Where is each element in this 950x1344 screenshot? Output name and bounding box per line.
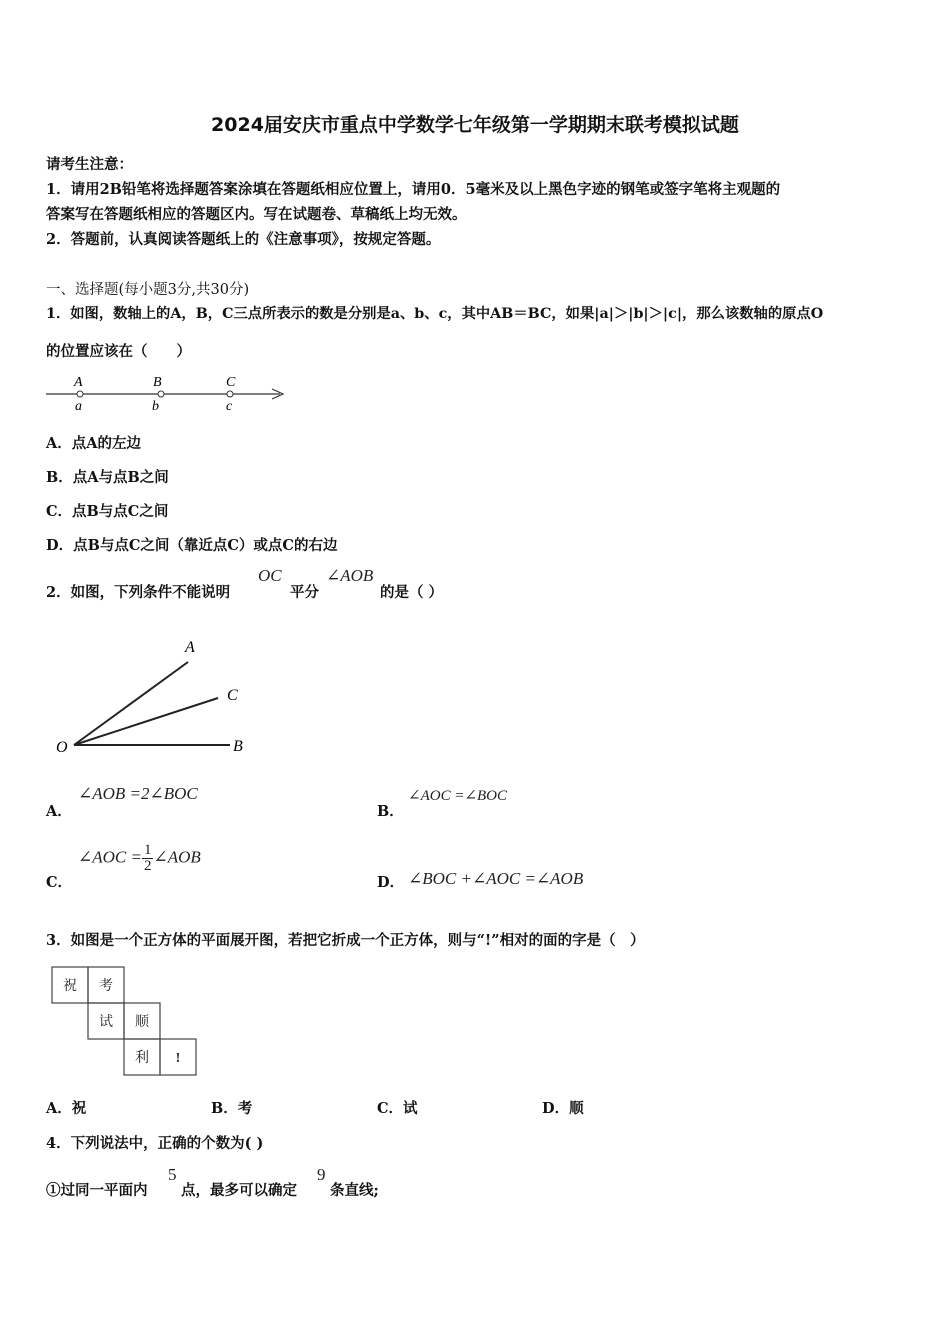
q1-stem-line2: 的位置应该在（ ） <box>46 343 191 360</box>
notice-line-1: 1．请用2B铅笔将选择题答案涂填在答题纸相应位置上，请用0．5毫米及以上黑色字迹的钢笔或签字笔将主观题的 <box>46 181 781 198</box>
q2-option-a-label[interactable]: A． <box>46 803 72 820</box>
number-line-figure <box>44 370 294 418</box>
q4-number-9: 9 <box>317 1165 326 1184</box>
q2-stem-suffix: 的是（ ） <box>380 584 444 601</box>
q2-option-c-label[interactable]: C． <box>46 874 73 891</box>
q4-number-5: 5 <box>168 1165 177 1184</box>
net-char-li: 利 <box>135 1051 149 1066</box>
q1-option-b[interactable]: B．点A与点B之间 <box>46 469 169 486</box>
label-c: c <box>226 399 233 414</box>
q1-stem-line1: 1．如图，数轴上的A，B，C三点所表示的数是分别是a、b、c，其中AB＝BC，如果|a|＞|b|＞|c|，那么该数轴的原点O <box>46 306 824 322</box>
q3-option-c[interactable]: C．试 <box>377 1100 418 1117</box>
q2-option-c-right: ∠AOB <box>153 847 201 867</box>
q1-option-d[interactable]: D．点B与点C之间（靠近点C）或点C的右边 <box>46 537 338 554</box>
q2-option-c-left: ∠AOC = <box>78 847 142 867</box>
label-A: A <box>74 375 83 390</box>
fraction-numerator: 1 <box>143 842 152 858</box>
notice-line-2: 答案写在答题纸相应的答题区内。写在试题卷、草稿纸上均无效。 <box>46 206 467 223</box>
label-B: B <box>153 375 162 390</box>
q2-angle-aob: ∠AOB <box>326 566 374 585</box>
q2-option-a-expr: ∠AOB =2∠BOC <box>78 784 198 803</box>
point-c-marker <box>227 391 233 397</box>
q4-stem: 4．下列说法中，正确的个数为( ) <box>46 1135 264 1152</box>
net-char-shun: 顺 <box>135 1015 149 1030</box>
label-C: C <box>227 687 238 704</box>
q3-stem: 3．如图是一个正方体的平面展开图，若把它折成一个正方体，则与“!”相对的面的字是（ ） <box>46 932 645 949</box>
q4-item1-part-c: 条直线; <box>330 1182 379 1199</box>
fraction <box>142 843 154 874</box>
q2-option-d-expr: ∠BOC +∠AOC =∠AOB <box>408 869 584 888</box>
q3-option-d[interactable]: D．顺 <box>542 1100 584 1117</box>
q2-stem-mid: 平分 <box>290 584 319 601</box>
q2-option-d-label[interactable]: D． <box>377 874 405 891</box>
q4-item1-part-b: 点，最多可以确定 <box>181 1182 297 1199</box>
page-title: 2024届安庆市重点中学数学七年级第一学期期末联考模拟试题 <box>211 114 739 136</box>
q4-item1-part-a: ①过同一平面内 <box>46 1182 148 1199</box>
notice-heading: 请考生注意： <box>46 156 133 173</box>
label-O: O <box>56 739 68 756</box>
label-a: a <box>75 399 82 414</box>
notice-line-3: 2．答题前，认真阅读答题纸上的《注意事项》，按规定答题。 <box>46 231 441 248</box>
q2-option-b-expr: ∠AOC =∠BOC <box>408 788 508 804</box>
q2-option-b-label[interactable]: B． <box>377 803 404 820</box>
ray-oa <box>74 662 188 745</box>
q1-option-c[interactable]: C．点B与点C之间 <box>46 503 169 520</box>
net-char-zhu: 祝 <box>63 979 77 994</box>
label-b: b <box>152 399 159 414</box>
cube-net-figure <box>50 965 202 1081</box>
angle-figure <box>50 632 260 762</box>
label-C: C <box>226 375 236 390</box>
q3-option-b[interactable]: B．考 <box>211 1100 253 1117</box>
q1-option-a[interactable]: A．点A的左边 <box>46 435 142 452</box>
net-char-exclaim: ! <box>175 1051 181 1066</box>
net-char-shi: 试 <box>99 1015 113 1030</box>
label-B: B <box>233 738 243 755</box>
point-a-marker <box>77 391 83 397</box>
point-b-marker <box>158 391 164 397</box>
q3-option-a[interactable]: A．祝 <box>46 1100 87 1117</box>
q2-option-c-expr <box>78 843 201 874</box>
q2-stem-prefix: 2．如图，下列条件不能说明 <box>46 584 231 601</box>
net-char-kao: 考 <box>99 979 113 994</box>
label-A: A <box>185 639 195 656</box>
ray-oc <box>74 698 218 745</box>
fraction-denominator: 2 <box>143 858 152 874</box>
q2-oc: OC <box>258 566 282 585</box>
section-heading: 一、选择题(每小题3分,共30分) <box>46 282 250 298</box>
